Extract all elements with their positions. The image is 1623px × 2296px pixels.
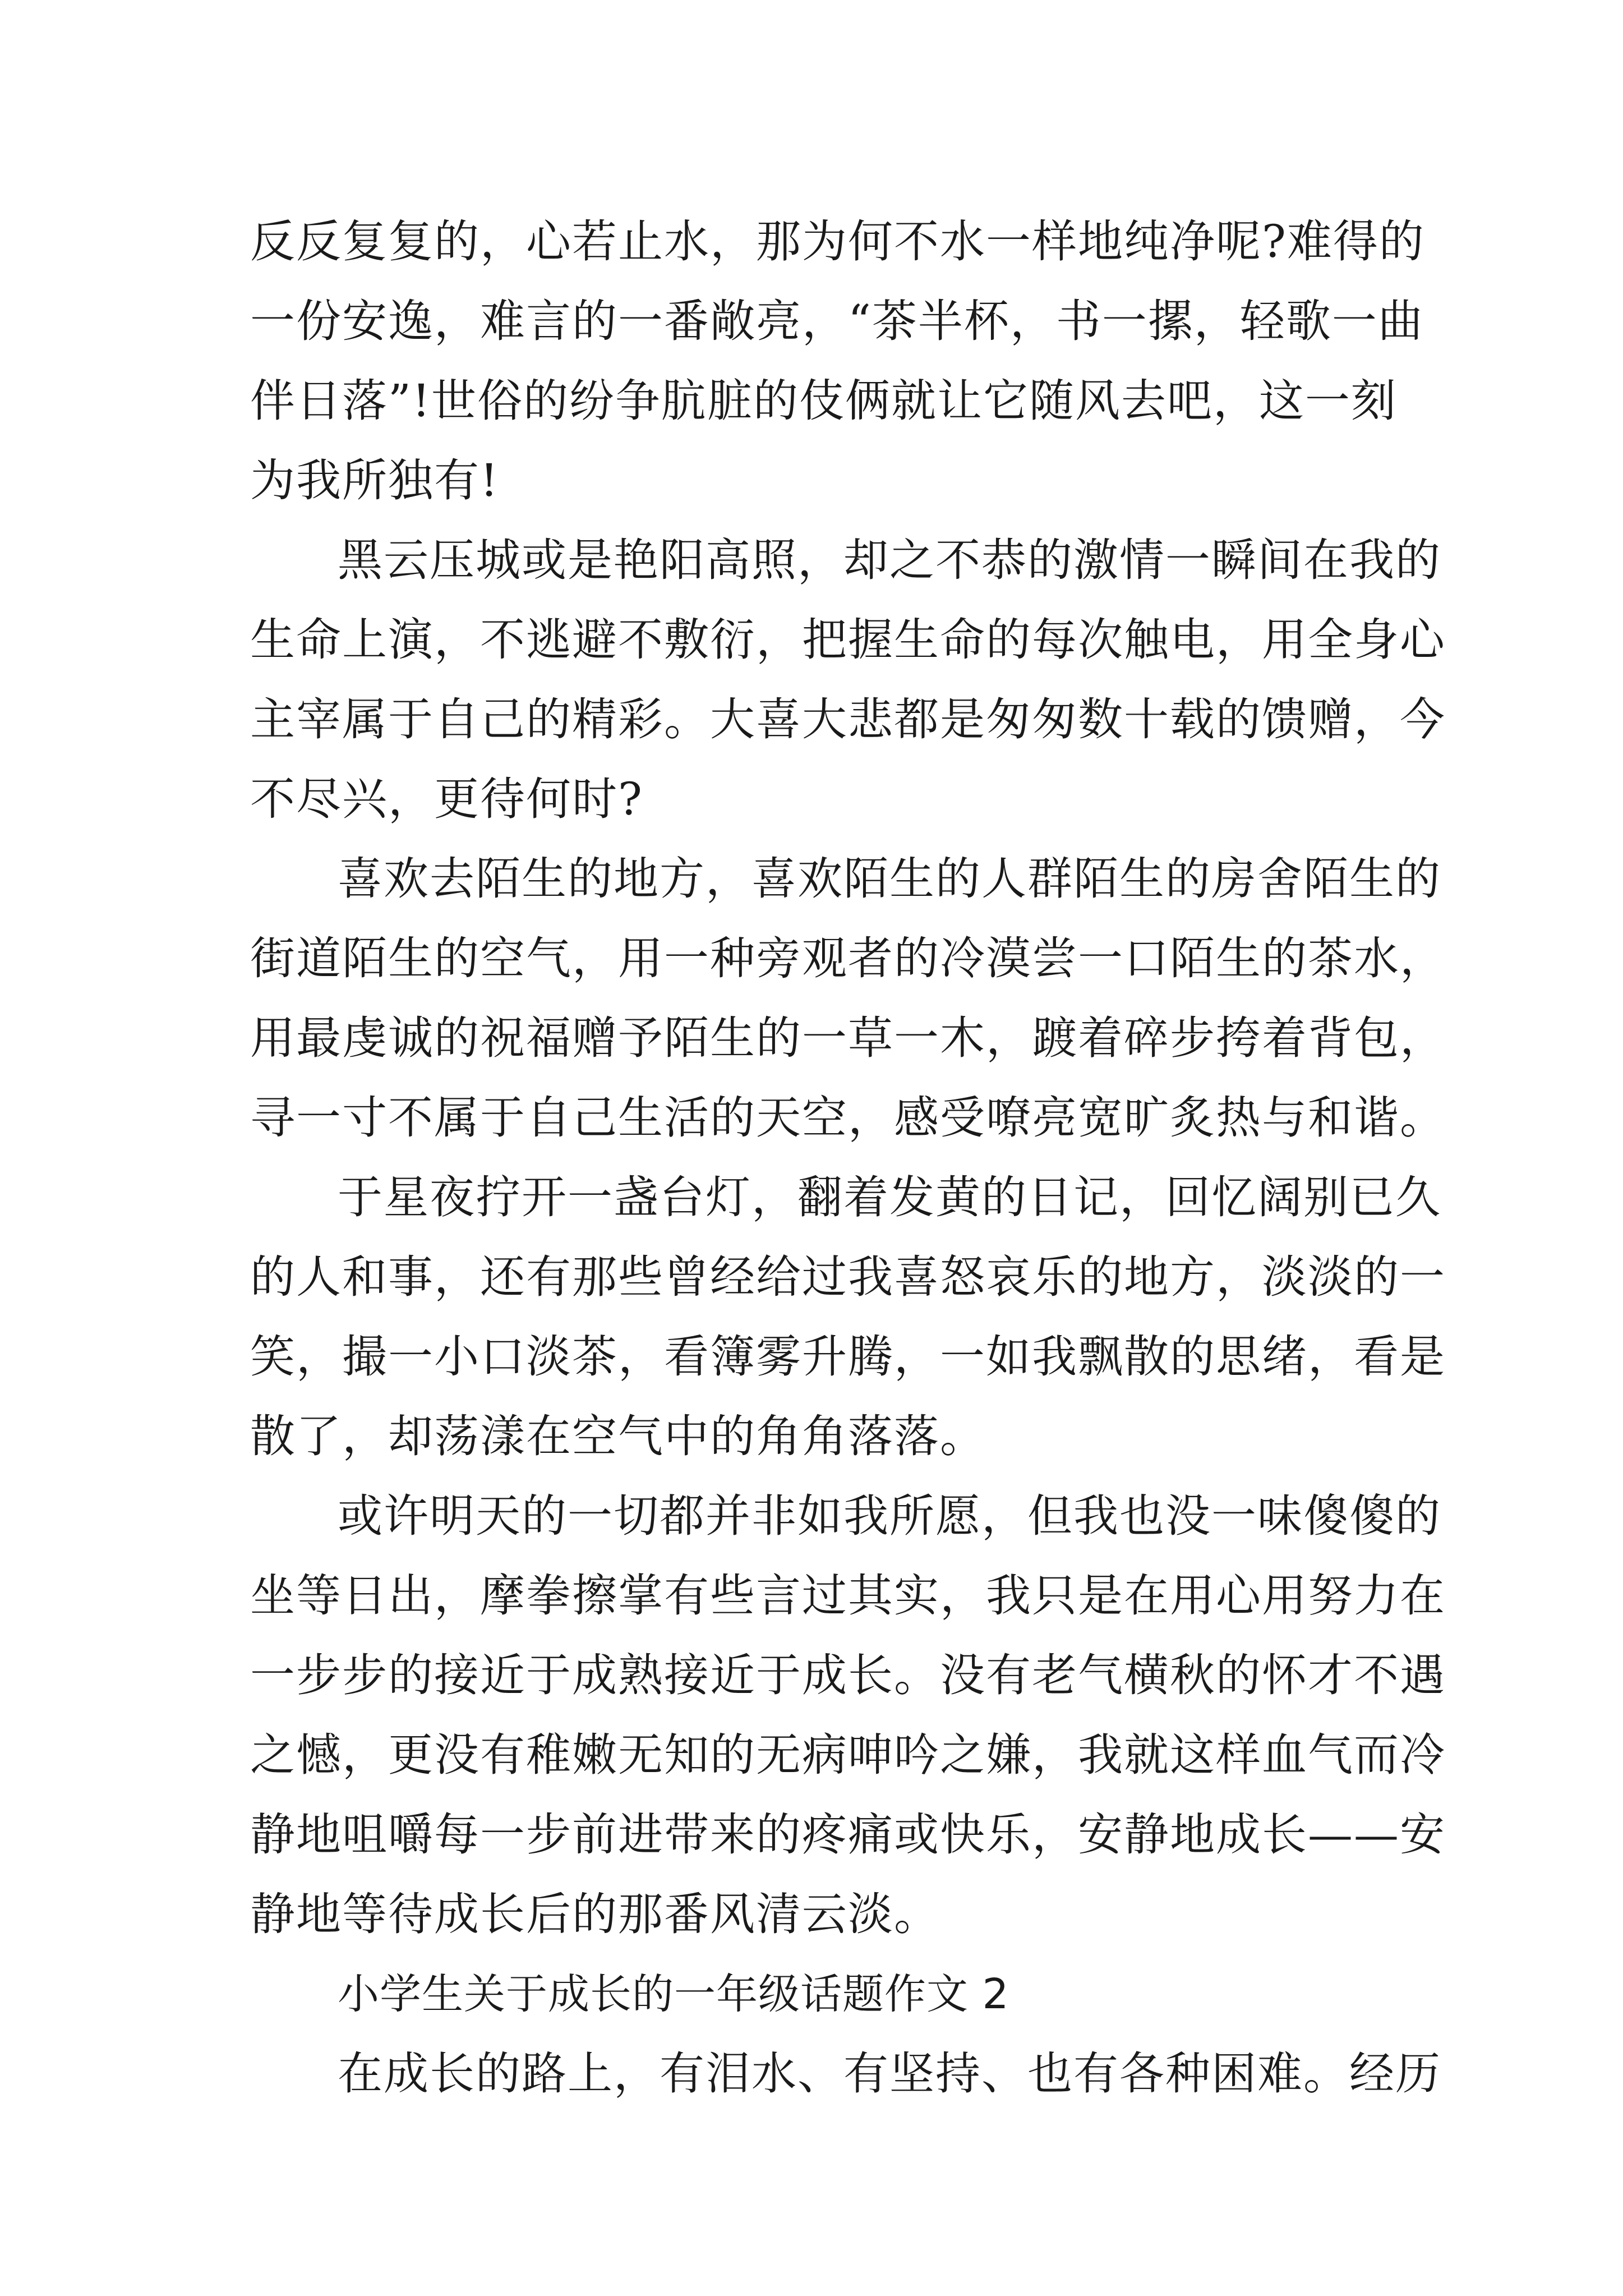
text-line: 伴日落”!世俗的纷争肮脏的伎俩就让它随风去吧，这一刻 [250, 375, 1398, 427]
text-line: 的人和事，还有那些曾经给过我喜怒哀乐的地方，淡淡的一 [250, 1251, 1446, 1303]
paragraph-2 [250, 521, 1446, 839]
essay-subtitle: 小学生关于成长的一年级话题作文 2 [338, 1970, 1009, 2018]
text-line: 喜欢去陌生的地方，喜欢陌生的人群陌生的房舍陌生的 [338, 853, 1441, 905]
text-line: 用最虔诚的祝福赠予陌生的一草一木，踱着碎步挎着背包， [250, 1012, 1446, 1064]
text-line: 不尽兴，更待何时? [250, 773, 643, 825]
text-line: 于星夜拧开一盏台灯，翻着发黄的日记，回忆阔别已久 [338, 1171, 1441, 1223]
text-line: 寻一寸不属于自己生活的天空，感受嘹亮宽旷炙热与和谐。 [250, 1092, 1446, 1144]
section-heading [250, 1954, 1377, 2034]
text-line: 坐等日出，摩拳擦掌有些言过其实，我只是在用心用努力在 [250, 1570, 1446, 1622]
text-line: 静地咀嚼每一步前进带来的疼痛或快乐，安静地成长——安 [250, 1809, 1446, 1861]
text-line: 反反复复的，心若止水，那为何不水一样地纯净呢?难得的 [250, 215, 1425, 268]
text-line: 在成长的路上，有泪水、有坚持、也有各种困难。经历 [338, 2047, 1441, 2100]
paragraph-5 [250, 1476, 1446, 1954]
text-line: 或许明天的一切都并非如我所愿，但我也没一味傻傻的 [338, 1490, 1441, 1542]
text-line: 散了，却荡漾在空气中的角角落落。 [250, 1410, 986, 1462]
text-line: 静地等待成长后的那番风清云淡。 [250, 1888, 940, 1940]
essay-text [250, 202, 1446, 2114]
paragraph-3 [250, 839, 1446, 1158]
paragraph-4 [250, 1158, 1446, 1476]
text-line: 之憾，更没有稚嫩无知的无病呻吟之嫌，我就这样血气而冷 [250, 1729, 1446, 1781]
text-line: 黑云压城或是艳阳高照，却之不恭的激情一瞬间在我的 [338, 534, 1441, 586]
text-line: 笑，撮一小口淡茶，看簿雾升腾，一如我飘散的思绪，看是 [250, 1331, 1446, 1383]
text-line: 生命上演，不逃避不敷衍，把握生命的每次触电，用全身心 [250, 614, 1446, 666]
text-line: 主宰属于自己的精彩。大喜大悲都是匆匆数十载的馈赠，今 [250, 693, 1446, 746]
text-line: 一步步的接近于成熟接近于成长。没有老气横秋的怀才不遇 [250, 1649, 1446, 1701]
text-line: 为我所独有! [250, 454, 500, 507]
text-line: 一份安逸，难言的一番敞亮，“茶半杯，书一摞，轻歌一曲 [250, 295, 1424, 347]
paragraph-1 [250, 202, 1425, 521]
text-line: 街道陌生的空气，用一种旁观者的冷漠尝一口陌生的茶水， [250, 932, 1446, 984]
paragraph-6 [250, 2034, 1441, 2114]
